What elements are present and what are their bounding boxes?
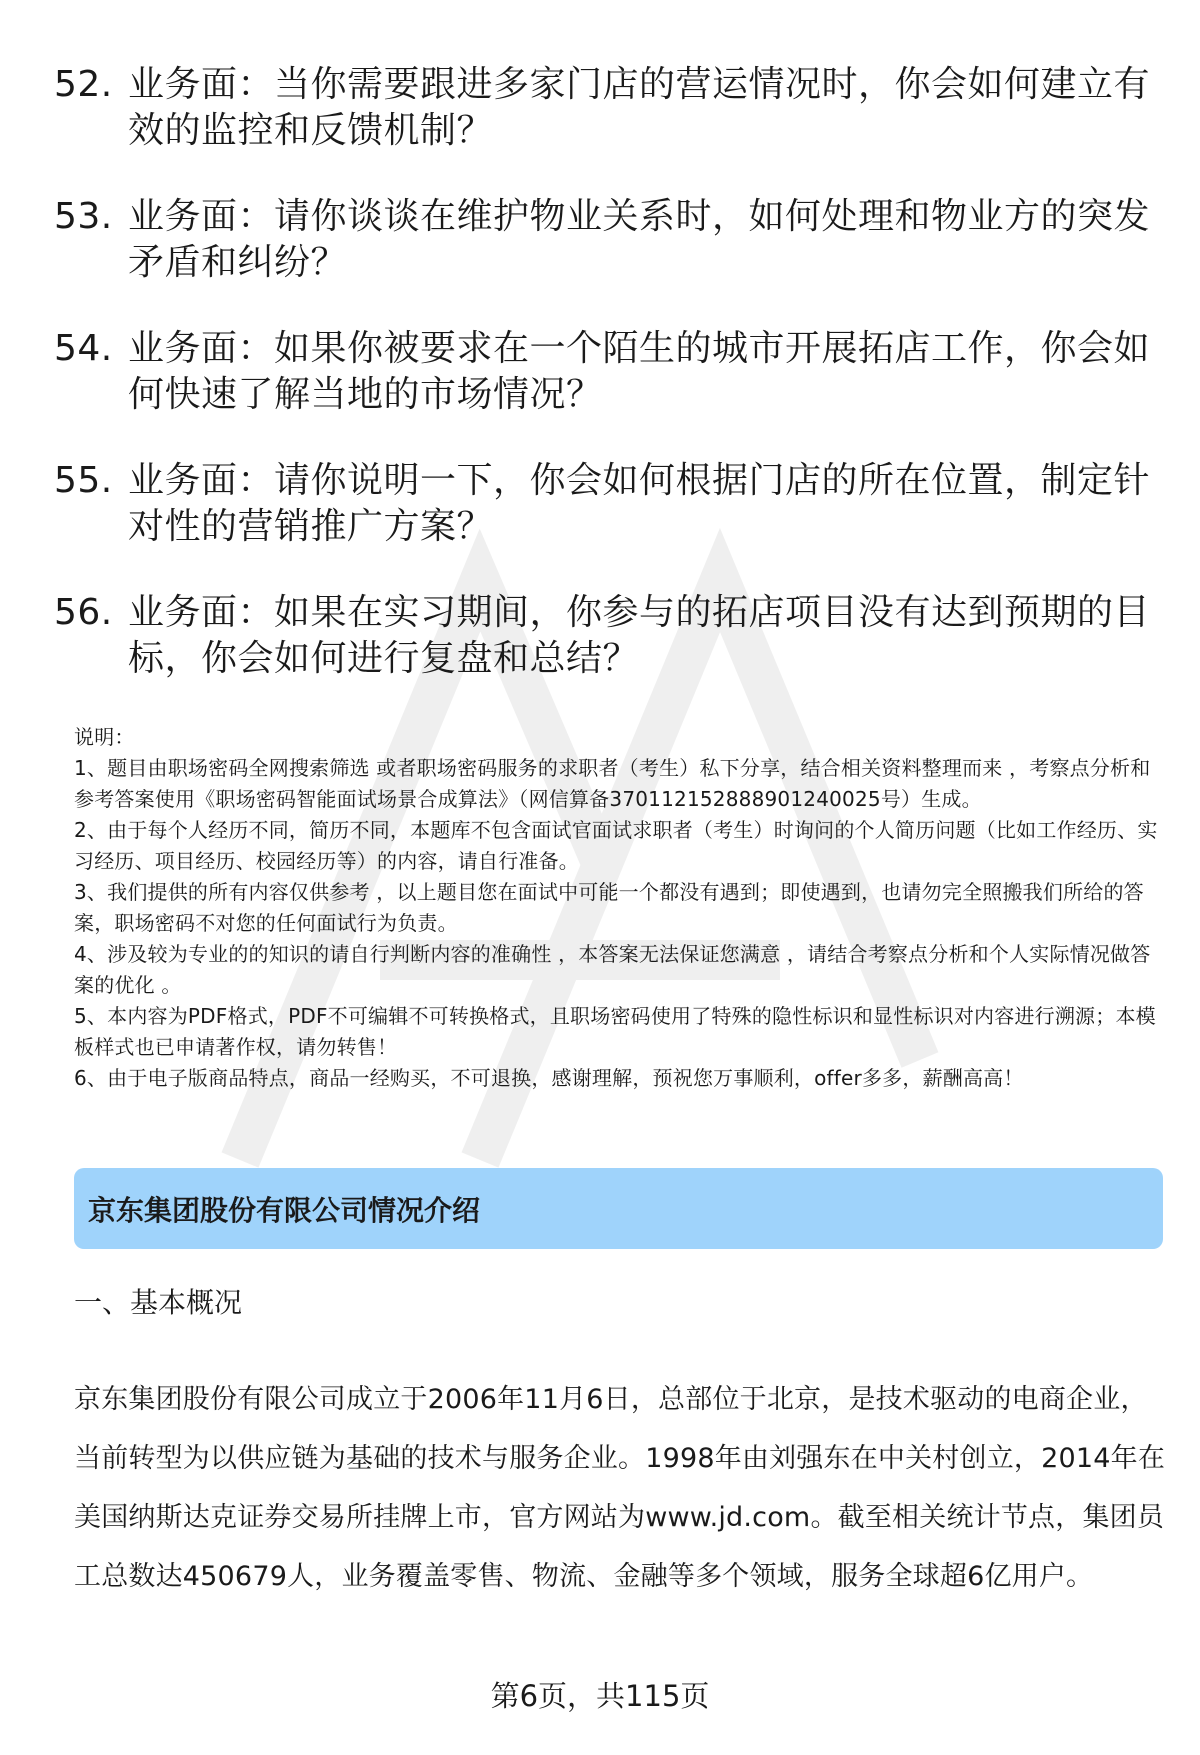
notes-title: 说明：: [74, 725, 135, 749]
company-overview-paragraph: 京东集团股份有限公司成立于2006年11月6日，总部位于北京，是技术驱动的电商企业，当前转型为以供应链为基础的技术与服务企业。1998年由刘强东在中关村创立，2014年在美国纳斯达克证券交易所挂牌上市，官方网站为www.jd.com。截至相关统计节点，集团员工总数达450679人，业务覆盖零售、物流、金融等多个领域，服务全球超6亿用户。: [74, 1384, 1166, 1592]
page-number: 第6页，共115页: [490, 1679, 710, 1713]
banner-title: 京东集团股份有限公司情况介绍: [88, 1193, 481, 1227]
question-text: 业务面：请你谈谈在维护物业关系时，如何处理和物业方的突发矛盾和纠纷？: [128, 196, 1151, 283]
question-item: [54, 62, 1154, 154]
notes-section: [74, 722, 1166, 1094]
question-text: 业务面：如果你被要求在一个陌生的城市开展拓店工作，你会如何快速了解当地的市场情况？: [128, 328, 1151, 415]
question-list: [54, 62, 1154, 722]
question-item: [54, 458, 1154, 550]
question-number: 54.: [54, 328, 113, 369]
section-subheading: 一、基本概况: [74, 1286, 243, 1319]
question-item: [54, 590, 1154, 682]
question-text: 业务面：请你说明一下，你会如何根据门店的所在位置，制定针对性的营销推广方案？: [128, 460, 1151, 547]
question-text: 业务面：如果在实习期间，你参与的拓店项目没有达到预期的目标，你会如何进行复盘和总结？: [128, 592, 1151, 679]
note-item: 1、题目由职场密码全网搜索筛选 或者职场密码服务的求职者（考生）私下分享，结合相关资料整理而来 ，考察点分析和参考答案使用《职场密码智能面试场景合成算法》（网信算备370112152888901240025号）生成。: [74, 756, 1151, 811]
question-text: 业务面：当你需要跟进多家门店的营运情况时，你会如何建立有效的监控和反馈机制？: [128, 64, 1151, 151]
note-item: 6、由于电子版商品特点，商品一经购买，不可退换，感谢理解，预祝您万事顺利，offer多多，薪酬高高！: [74, 1066, 1024, 1090]
question-number: 55.: [54, 460, 113, 501]
company-section-banner: [74, 1168, 1163, 1249]
note-item: 3、我们提供的所有内容仅供参考 ，以上题目您在面试中可能一个都没有遇到；即使遇到，也请勿完全照搬我们所给的答案，职场密码不对您的任何面试行为负责。: [74, 880, 1144, 935]
question-item: [54, 194, 1154, 286]
question-number: 52.: [54, 64, 113, 105]
question-number: 56.: [54, 592, 113, 633]
question-number: 53.: [54, 196, 113, 237]
question-item: [54, 326, 1154, 418]
note-item: 2、由于每个人经历不同，简历不同，本题库不包含面试官面试求职者（考生）时询问的个人简历问题（比如工作经历、实习经历、项目经历、校园经历等）的内容，请自行准备。: [74, 818, 1158, 873]
note-item: 4、涉及较为专业的的知识的请自行判断内容的准确性 ，本答案无法保证您满意 ，请结合考察点分析和个人实际情况做答案的优化 。: [74, 942, 1151, 997]
note-item: 5、本内容为PDF格式，PDF不可编辑不可转换格式，且职场密码使用了特殊的隐性标识和显性标识对内容进行溯源；本模板样式也已申请著作权，请勿转售！: [74, 1004, 1156, 1059]
